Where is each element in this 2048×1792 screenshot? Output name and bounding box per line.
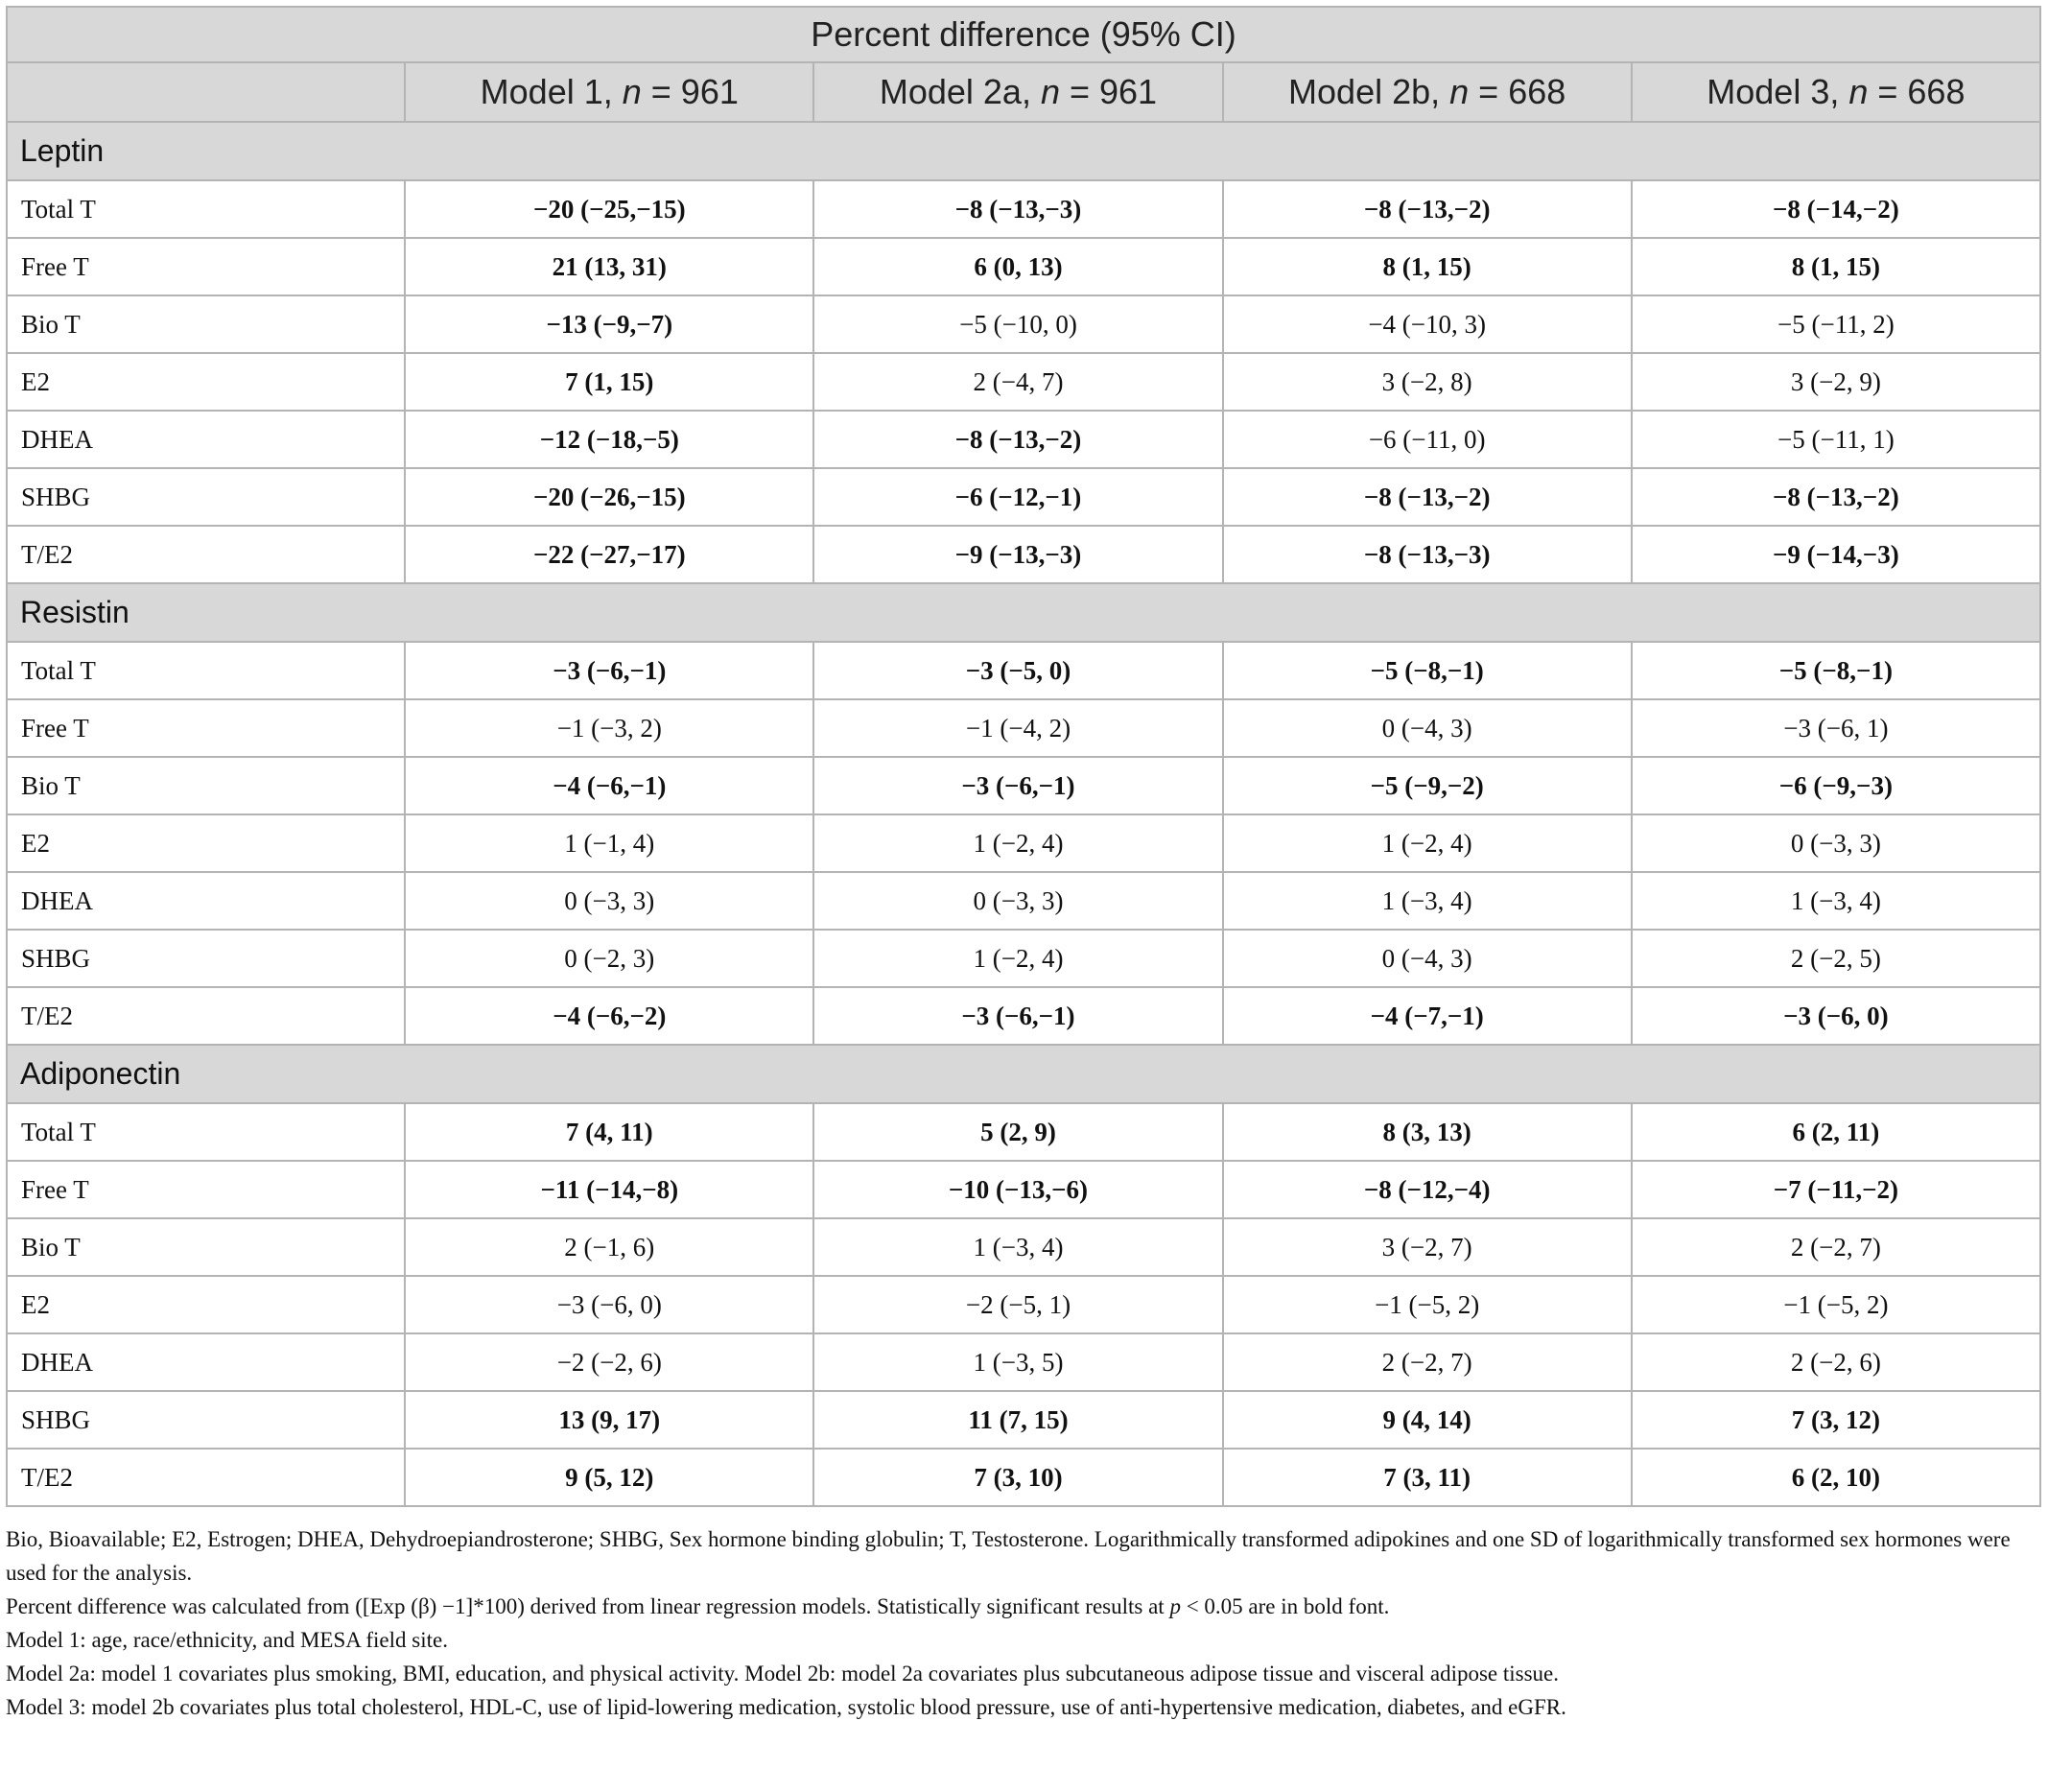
table-cell: −9 (−14,−3) bbox=[1632, 526, 2040, 583]
table-cell: 7 (3, 10) bbox=[813, 1449, 1222, 1506]
table-cell: 1 (−2, 4) bbox=[1223, 814, 1632, 872]
table-cell: −1 (−3, 2) bbox=[405, 699, 813, 757]
table-cell: −3 (−6, 0) bbox=[405, 1276, 813, 1333]
table-cell: −9 (−13,−3) bbox=[813, 526, 1222, 583]
table-row bbox=[7, 757, 2040, 814]
table-cell: 2 (−2, 7) bbox=[1223, 1333, 1632, 1391]
row-label: T/E2 bbox=[7, 526, 405, 583]
footnote-model-1: Model 1: age, race/ethnicity, and MESA field site. bbox=[6, 1628, 448, 1652]
table-cell: −2 (−2, 6) bbox=[405, 1333, 813, 1391]
table-cell: 8 (1, 15) bbox=[1223, 238, 1632, 295]
table-cell: −8 (−14,−2) bbox=[1632, 180, 2040, 238]
column-header-row bbox=[7, 62, 2040, 122]
row-label: E2 bbox=[7, 814, 405, 872]
table-cell: −8 (−13,−2) bbox=[1223, 180, 1632, 238]
section-heading: Resistin bbox=[7, 583, 2040, 642]
table-cell: 3 (−2, 7) bbox=[1223, 1218, 1632, 1276]
table-cell: 1 (−3, 5) bbox=[813, 1333, 1222, 1391]
row-label: SHBG bbox=[7, 1391, 405, 1449]
table-row bbox=[7, 1333, 2040, 1391]
row-label: Bio T bbox=[7, 295, 405, 353]
table-row bbox=[7, 1449, 2040, 1506]
row-label: DHEA bbox=[7, 411, 405, 468]
table-cell: −8 (−13,−2) bbox=[1632, 468, 2040, 526]
table-cell: 6 (2, 11) bbox=[1632, 1103, 2040, 1161]
table-row bbox=[7, 1161, 2040, 1218]
results-table bbox=[6, 6, 2041, 1507]
section-row bbox=[7, 583, 2040, 642]
row-label: Bio T bbox=[7, 757, 405, 814]
table-cell: 3 (−2, 9) bbox=[1632, 353, 2040, 411]
table-cell: 1 (−3, 4) bbox=[1223, 872, 1632, 930]
table-row bbox=[7, 699, 2040, 757]
table-cell: 6 (2, 10) bbox=[1632, 1449, 2040, 1506]
table-cell: 8 (3, 13) bbox=[1223, 1103, 1632, 1161]
table-cell: −3 (−6, 1) bbox=[1632, 699, 2040, 757]
section-heading: Leptin bbox=[7, 122, 2040, 180]
row-label: Total T bbox=[7, 180, 405, 238]
table-cell: −6 (−12,−1) bbox=[813, 468, 1222, 526]
table-cell: 1 (−3, 4) bbox=[813, 1218, 1222, 1276]
table-cell: 21 (13, 31) bbox=[405, 238, 813, 295]
table-row bbox=[7, 526, 2040, 583]
table-row bbox=[7, 987, 2040, 1045]
table-cell: 0 (−2, 3) bbox=[405, 930, 813, 987]
column-header-model-2a: Model 2a, n = 961 bbox=[813, 62, 1222, 122]
table-cell: 7 (4, 11) bbox=[405, 1103, 813, 1161]
table-row bbox=[7, 1391, 2040, 1449]
table-cell: −1 (−5, 2) bbox=[1223, 1276, 1632, 1333]
table-cell: −5 (−9,−2) bbox=[1223, 757, 1632, 814]
table-cell: 2 (−4, 7) bbox=[813, 353, 1222, 411]
table-cell: −1 (−5, 2) bbox=[1632, 1276, 2040, 1333]
table-container bbox=[6, 6, 2041, 1724]
table-cell: −8 (−13,−2) bbox=[813, 411, 1222, 468]
table-cell: 2 (−2, 5) bbox=[1632, 930, 2040, 987]
footnote-model-3: Model 3: model 2b covariates plus total cholesterol, HDL-C, use of lipid-lowering medication, systolic blood pressure, use of anti-hypertensive medication, diabetes, and eGFR. bbox=[6, 1695, 1566, 1719]
table-cell: −3 (−6,−1) bbox=[813, 757, 1222, 814]
table-cell: −4 (−6,−2) bbox=[405, 987, 813, 1045]
table-cell: 5 (2, 9) bbox=[813, 1103, 1222, 1161]
row-label: DHEA bbox=[7, 1333, 405, 1391]
footnote-model-2: Model 2a: model 1 covariates plus smoking, BMI, education, and physical activity. Model 2b: model 2a covariates plus subcutaneous adipose tissue and visceral adipose tissue. bbox=[6, 1662, 1560, 1686]
table-cell: 0 (−3, 3) bbox=[405, 872, 813, 930]
table-cell: 0 (−4, 3) bbox=[1223, 699, 1632, 757]
table-cell: −1 (−4, 2) bbox=[813, 699, 1222, 757]
table-row bbox=[7, 814, 2040, 872]
table-cell: 7 (3, 11) bbox=[1223, 1449, 1632, 1506]
table-cell: 2 (−1, 6) bbox=[405, 1218, 813, 1276]
table-cell: −5 (−10, 0) bbox=[813, 295, 1222, 353]
column-header-blank bbox=[7, 62, 405, 122]
table-cell: 9 (5, 12) bbox=[405, 1449, 813, 1506]
table-cell: 1 (−3, 4) bbox=[1632, 872, 2040, 930]
table-cell: −8 (−12,−4) bbox=[1223, 1161, 1632, 1218]
table-cell: −4 (−7,−1) bbox=[1223, 987, 1632, 1045]
table-cell: −7 (−11,−2) bbox=[1632, 1161, 2040, 1218]
table-cell: 0 (−3, 3) bbox=[813, 872, 1222, 930]
table-cell: 8 (1, 15) bbox=[1632, 238, 2040, 295]
table-cell: 13 (9, 17) bbox=[405, 1391, 813, 1449]
table-cell: −8 (−13,−2) bbox=[1223, 468, 1632, 526]
table-cell: −6 (−9,−3) bbox=[1632, 757, 2040, 814]
table-cell: −12 (−18,−5) bbox=[405, 411, 813, 468]
table-cell: −5 (−11, 1) bbox=[1632, 411, 2040, 468]
table-cell: −3 (−6,−1) bbox=[813, 987, 1222, 1045]
footnote-percent-difference: Percent difference was calculated from ([Exp (β) −1]*100) derived from linear regression models. Statistically significant results at p < 0.05 are in bold font. bbox=[6, 1594, 1390, 1618]
table-row bbox=[7, 353, 2040, 411]
table-cell: 2 (−2, 7) bbox=[1632, 1218, 2040, 1276]
row-label: SHBG bbox=[7, 468, 405, 526]
row-label: Total T bbox=[7, 1103, 405, 1161]
table-row bbox=[7, 930, 2040, 987]
table-row bbox=[7, 411, 2040, 468]
row-label: Total T bbox=[7, 642, 405, 699]
row-label: T/E2 bbox=[7, 987, 405, 1045]
table-row bbox=[7, 872, 2040, 930]
table-title-row bbox=[7, 7, 2040, 62]
table-cell: −4 (−6,−1) bbox=[405, 757, 813, 814]
table-row bbox=[7, 1276, 2040, 1333]
section-row bbox=[7, 122, 2040, 180]
table-cell: −2 (−5, 1) bbox=[813, 1276, 1222, 1333]
column-header-model-2b: Model 2b, n = 668 bbox=[1223, 62, 1632, 122]
table-cell: 1 (−2, 4) bbox=[813, 930, 1222, 987]
row-label: T/E2 bbox=[7, 1449, 405, 1506]
table-cell: 0 (−4, 3) bbox=[1223, 930, 1632, 987]
table-footnotes bbox=[6, 1522, 2041, 1724]
table-cell: −20 (−26,−15) bbox=[405, 468, 813, 526]
row-label: Free T bbox=[7, 238, 405, 295]
table-cell: 11 (7, 15) bbox=[813, 1391, 1222, 1449]
table-cell: −3 (−6, 0) bbox=[1632, 987, 2040, 1045]
table-cell: 1 (−2, 4) bbox=[813, 814, 1222, 872]
table-cell: −22 (−27,−17) bbox=[405, 526, 813, 583]
row-label: Free T bbox=[7, 1161, 405, 1218]
table-cell: −5 (−8,−1) bbox=[1632, 642, 2040, 699]
table-row bbox=[7, 295, 2040, 353]
row-label: E2 bbox=[7, 353, 405, 411]
table-cell: −4 (−10, 3) bbox=[1223, 295, 1632, 353]
table-row bbox=[7, 642, 2040, 699]
table-title: Percent difference (95% CI) bbox=[7, 7, 2040, 62]
table-cell: 2 (−2, 6) bbox=[1632, 1333, 2040, 1391]
table-cell: 7 (3, 12) bbox=[1632, 1391, 2040, 1449]
table-row bbox=[7, 238, 2040, 295]
table-cell: −8 (−13,−3) bbox=[813, 180, 1222, 238]
table-row bbox=[7, 1218, 2040, 1276]
table-cell: −13 (−9,−7) bbox=[405, 295, 813, 353]
column-header-model-3: Model 3, n = 668 bbox=[1632, 62, 2040, 122]
table-body bbox=[7, 122, 2040, 1506]
table-cell: −8 (−13,−3) bbox=[1223, 526, 1632, 583]
table-cell: 7 (1, 15) bbox=[405, 353, 813, 411]
table-cell: −11 (−14,−8) bbox=[405, 1161, 813, 1218]
table-cell: 9 (4, 14) bbox=[1223, 1391, 1632, 1449]
table-cell: 3 (−2, 8) bbox=[1223, 353, 1632, 411]
footnote-abbreviations: Bio, Bioavailable; E2, Estrogen; DHEA, Dehydroepiandrosterone; SHBG, Sex hormone binding globulin; T, Testosterone. Logarithmically transformed adipokines and one SD of logarithmically transformed sex hormones were used for the analysis. bbox=[6, 1527, 2011, 1585]
table-cell: −10 (−13,−6) bbox=[813, 1161, 1222, 1218]
table-row bbox=[7, 468, 2040, 526]
table-cell: 1 (−1, 4) bbox=[405, 814, 813, 872]
row-label: E2 bbox=[7, 1276, 405, 1333]
table-cell: −3 (−6,−1) bbox=[405, 642, 813, 699]
table-cell: 0 (−3, 3) bbox=[1632, 814, 2040, 872]
row-label: SHBG bbox=[7, 930, 405, 987]
table-cell: −3 (−5, 0) bbox=[813, 642, 1222, 699]
table-row bbox=[7, 180, 2040, 238]
table-cell: −5 (−11, 2) bbox=[1632, 295, 2040, 353]
row-label: DHEA bbox=[7, 872, 405, 930]
table-cell: 6 (0, 13) bbox=[813, 238, 1222, 295]
table-cell: −6 (−11, 0) bbox=[1223, 411, 1632, 468]
table-cell: −5 (−8,−1) bbox=[1223, 642, 1632, 699]
row-label: Free T bbox=[7, 699, 405, 757]
section-row bbox=[7, 1045, 2040, 1103]
column-header-model-1: Model 1, n = 961 bbox=[405, 62, 813, 122]
row-label: Bio T bbox=[7, 1218, 405, 1276]
table-row bbox=[7, 1103, 2040, 1161]
table-cell: −20 (−25,−15) bbox=[405, 180, 813, 238]
section-heading: Adiponectin bbox=[7, 1045, 2040, 1103]
